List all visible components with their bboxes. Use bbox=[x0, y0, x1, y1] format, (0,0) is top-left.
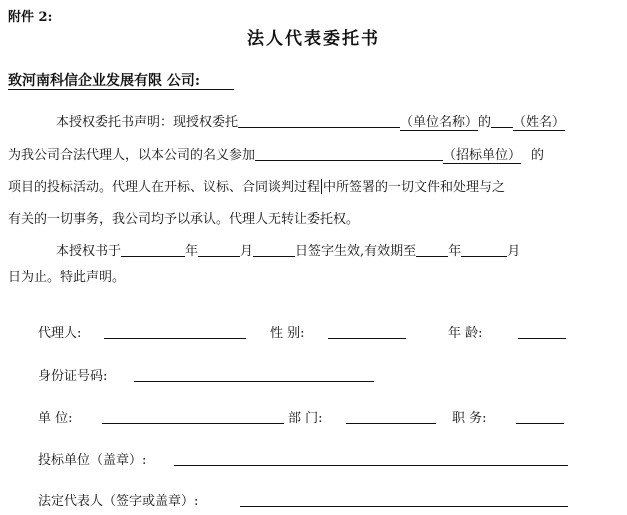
agent-field[interactable] bbox=[104, 338, 246, 339]
legal-rep-field[interactable] bbox=[240, 506, 568, 507]
p2-end: 的 bbox=[531, 148, 545, 163]
position-label: 职 务: bbox=[452, 411, 487, 426]
id-number-label: 身份证号码: bbox=[38, 369, 108, 384]
bid-unit-seal-field[interactable] bbox=[174, 465, 568, 466]
unit-field[interactable] bbox=[102, 423, 284, 424]
month2-label: 月 bbox=[507, 244, 521, 259]
id-number-field[interactable] bbox=[134, 381, 374, 382]
body-line-2 bbox=[8, 144, 544, 163]
document-title: 法人代表委托书 bbox=[247, 29, 380, 49]
end-month-blank[interactable] bbox=[461, 242, 507, 257]
body-line-1 bbox=[56, 111, 565, 130]
p3-part-a: 项目的投标活动。代理人在开标、议标、合同谈判过程 bbox=[8, 180, 321, 195]
start-year-blank[interactable] bbox=[121, 242, 185, 257]
p5-lead: 本授权书于 bbox=[56, 244, 122, 259]
bid-unit-seal-label: 投标单位（盖章）: bbox=[38, 453, 147, 468]
department-label: 部 门: bbox=[288, 411, 323, 426]
p1-of: 的 bbox=[478, 115, 492, 130]
person-name-blank[interactable] bbox=[491, 113, 513, 128]
body-line-4: 有关的一切事务，我公司均予以承认。代理人无转让委托权。 bbox=[8, 212, 360, 227]
bid-unit-hint: （招标单位） bbox=[443, 148, 522, 163]
body-line-6: 日为止。特此声明。 bbox=[8, 270, 126, 285]
unit-name-blank[interactable] bbox=[238, 113, 400, 128]
end-year-blank[interactable] bbox=[416, 242, 448, 257]
unit-name-hint: （单位名称） bbox=[400, 115, 479, 130]
agent-label: 代理人: bbox=[38, 326, 82, 341]
addressee: 致河南科信企业发展有限 公司: bbox=[8, 73, 201, 89]
unit-label: 单 位: bbox=[38, 411, 73, 426]
position-field[interactable] bbox=[516, 423, 564, 424]
person-name-hint: （姓名） bbox=[513, 115, 566, 130]
gender-label: 性 别: bbox=[270, 326, 305, 341]
bid-unit-blank[interactable] bbox=[255, 146, 443, 161]
text-cursor bbox=[321, 179, 322, 194]
year2-label: 年 bbox=[448, 244, 462, 259]
year-label: 年 bbox=[185, 244, 199, 259]
p1-lead: 本授权委托书声明：现授权委托 bbox=[56, 115, 239, 130]
month-label: 月 bbox=[240, 244, 254, 259]
legal-rep-label: 法定代表人（签字或盖章）: bbox=[38, 494, 199, 509]
age-field[interactable] bbox=[518, 338, 566, 339]
start-month-blank[interactable] bbox=[198, 242, 240, 257]
department-field[interactable] bbox=[346, 423, 436, 424]
addressee-underline bbox=[8, 89, 234, 90]
p3-part-b: 中所签署的一切文件和处理与之 bbox=[323, 180, 506, 195]
p2-lead: 为我公司合法代理人，以本公司的名义参加 bbox=[8, 148, 256, 163]
age-label: 年 龄: bbox=[448, 326, 483, 341]
body-line-3 bbox=[8, 176, 505, 195]
gender-field[interactable] bbox=[328, 338, 406, 339]
start-day-blank[interactable] bbox=[253, 242, 295, 257]
attachment-label: 附件 2: bbox=[8, 10, 53, 25]
effective-text: 日签字生效,有效期至 bbox=[295, 244, 417, 259]
body-line-5 bbox=[56, 240, 520, 259]
